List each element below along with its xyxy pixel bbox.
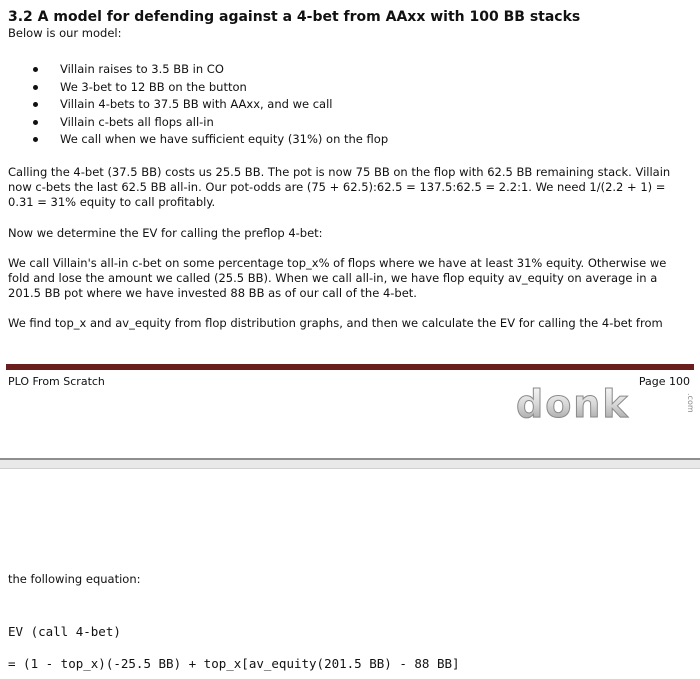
bullet-icon [33, 120, 38, 125]
svg-text:donk: donk [516, 382, 630, 426]
pot-odds-paragraph: Calling the 4-bet (37.5 BB) costs us 25.5 BB. The pot is now 75 BB on the flop with 62.5 BB remaining stack. Villain now c-bets the last 62.5 BB all-in. Our pot-odds are (75 + 62.5):62.5 = 137.5:62.5 = 2.2:1. We need 1/(2.2 + 1) = 0.31 = 31% equity to call profitably. [8, 165, 671, 209]
method-paragraph: We find top_x and av_equity from flop distribution graphs, and then we calculate the EV for calling the 4-bet from [8, 316, 663, 330]
equation-line-1: EV (call 4-bet) [8, 624, 121, 639]
bullet-text: Villain raises to 3.5 BB in CO [60, 62, 224, 76]
book-title: PLO From Scratch [8, 375, 105, 388]
bullet-text: We 3-bet to 12 BB on the button [60, 79, 247, 94]
bullet-icon [33, 137, 38, 142]
bullet-text: We call when we have sufficient equity (31%) on the flop [60, 132, 389, 146]
page-separator [0, 458, 700, 469]
bullet-icon [33, 67, 38, 72]
donkr-logo [514, 382, 695, 426]
section-heading: 3.2 A model for defending against a 4-bet from AAxx with 100 BB stacks [8, 9, 581, 25]
footer-rule [6, 364, 694, 370]
bullet-text: Villain c-bets all flops all-in [60, 114, 214, 129]
svg-text:.com: .com [686, 393, 695, 413]
bullet-icon [33, 85, 38, 90]
ev-intro-paragraph: Now we determine the EV for calling the preflop 4-bet: [8, 226, 323, 240]
intro-text: Below is our model: [8, 26, 122, 40]
continuation-text: the following equation: [8, 572, 141, 586]
equation-line-2: = (1 - top_x)(-25.5 BB) + top_x[av_equity(201.5 BB) - 88 BB] [8, 656, 460, 671]
bullet-text: Villain 4-bets to 37.5 BB with AAxx, and we call [60, 97, 333, 111]
page-number: Page 100 [638, 375, 690, 388]
model-paragraph: We call Villain's all-in c-bet on some percentage top_x% of flops where we have at least 31% equity. Otherwise we fold and lose the amount we called (25.5 BB). When we call all-in, we have flop equity av_equity on average in a 201.5 BB pot where we have invested 88 BB as of our call of the 4-bet. [8, 256, 667, 300]
bullet-icon [33, 102, 38, 107]
